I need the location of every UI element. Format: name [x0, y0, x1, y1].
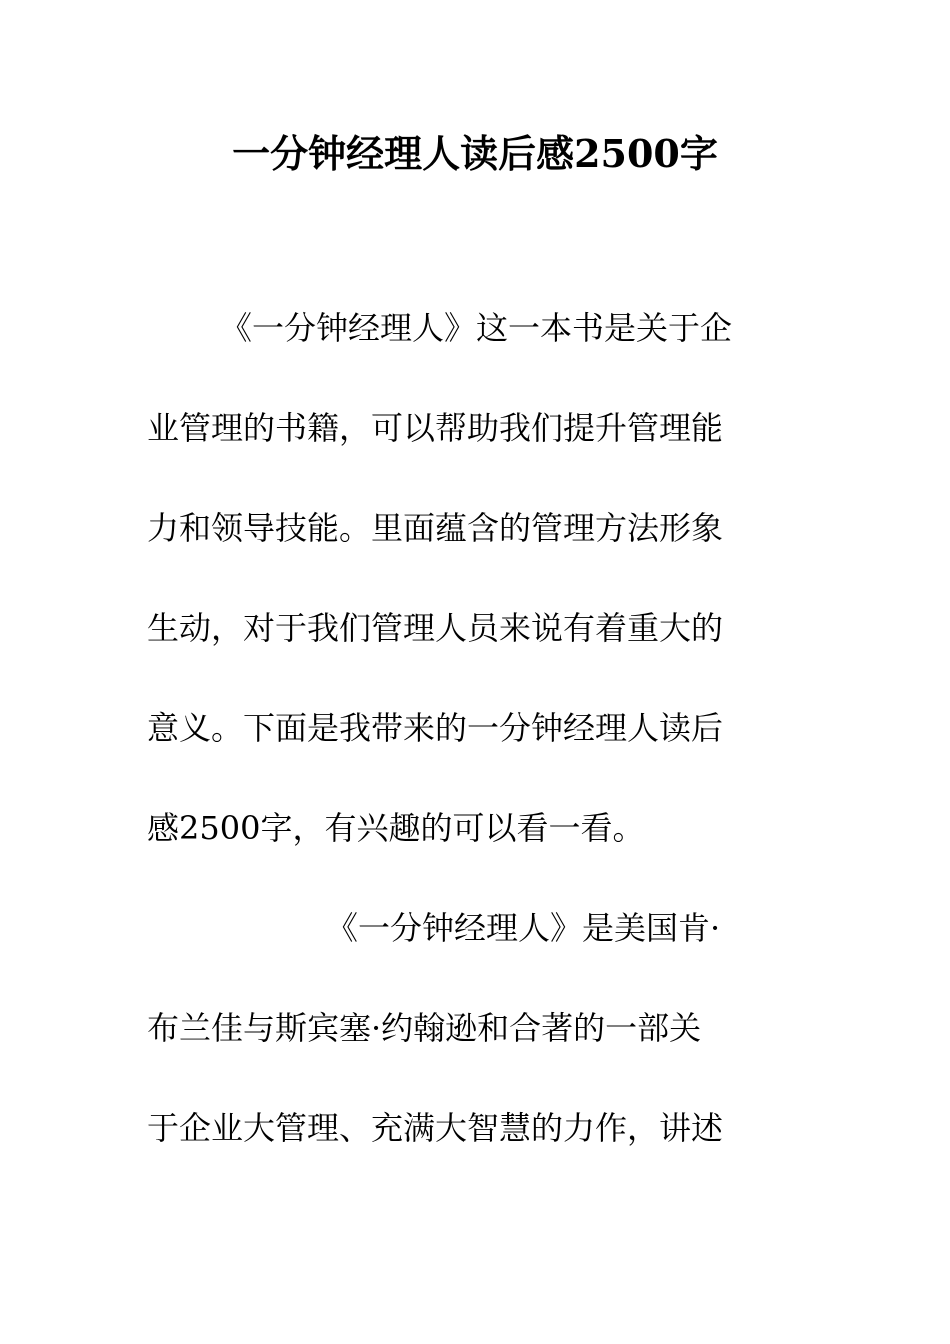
- paragraph-line: 业管理的书籍，可以帮助我们提升管理能: [147, 409, 724, 447]
- paragraph-line: 力和领导技能。里面蕴含的管理方法形象: [147, 509, 724, 547]
- paragraph-line: 生动，对于我们管理人员来说有着重大的: [147, 609, 724, 647]
- paragraph-line: 《一分钟经理人》是美国肯·: [326, 909, 721, 947]
- paragraph-line: 感2500字，有兴趣的可以看一看。: [147, 809, 645, 847]
- document-title: 一分钟经理人读后感2500字: [232, 131, 718, 176]
- paragraph-line: 于企业大管理、充满大智慧的力作，讲述: [147, 1109, 724, 1147]
- paragraph-line: 《一分钟经理人》这一本书是关于企: [220, 309, 733, 347]
- paragraph-line: 布兰佳与斯宾塞·约翰逊和合著的一部关: [147, 1009, 702, 1047]
- paragraph-line: 意义。下面是我带来的一分钟经理人读后: [147, 709, 724, 747]
